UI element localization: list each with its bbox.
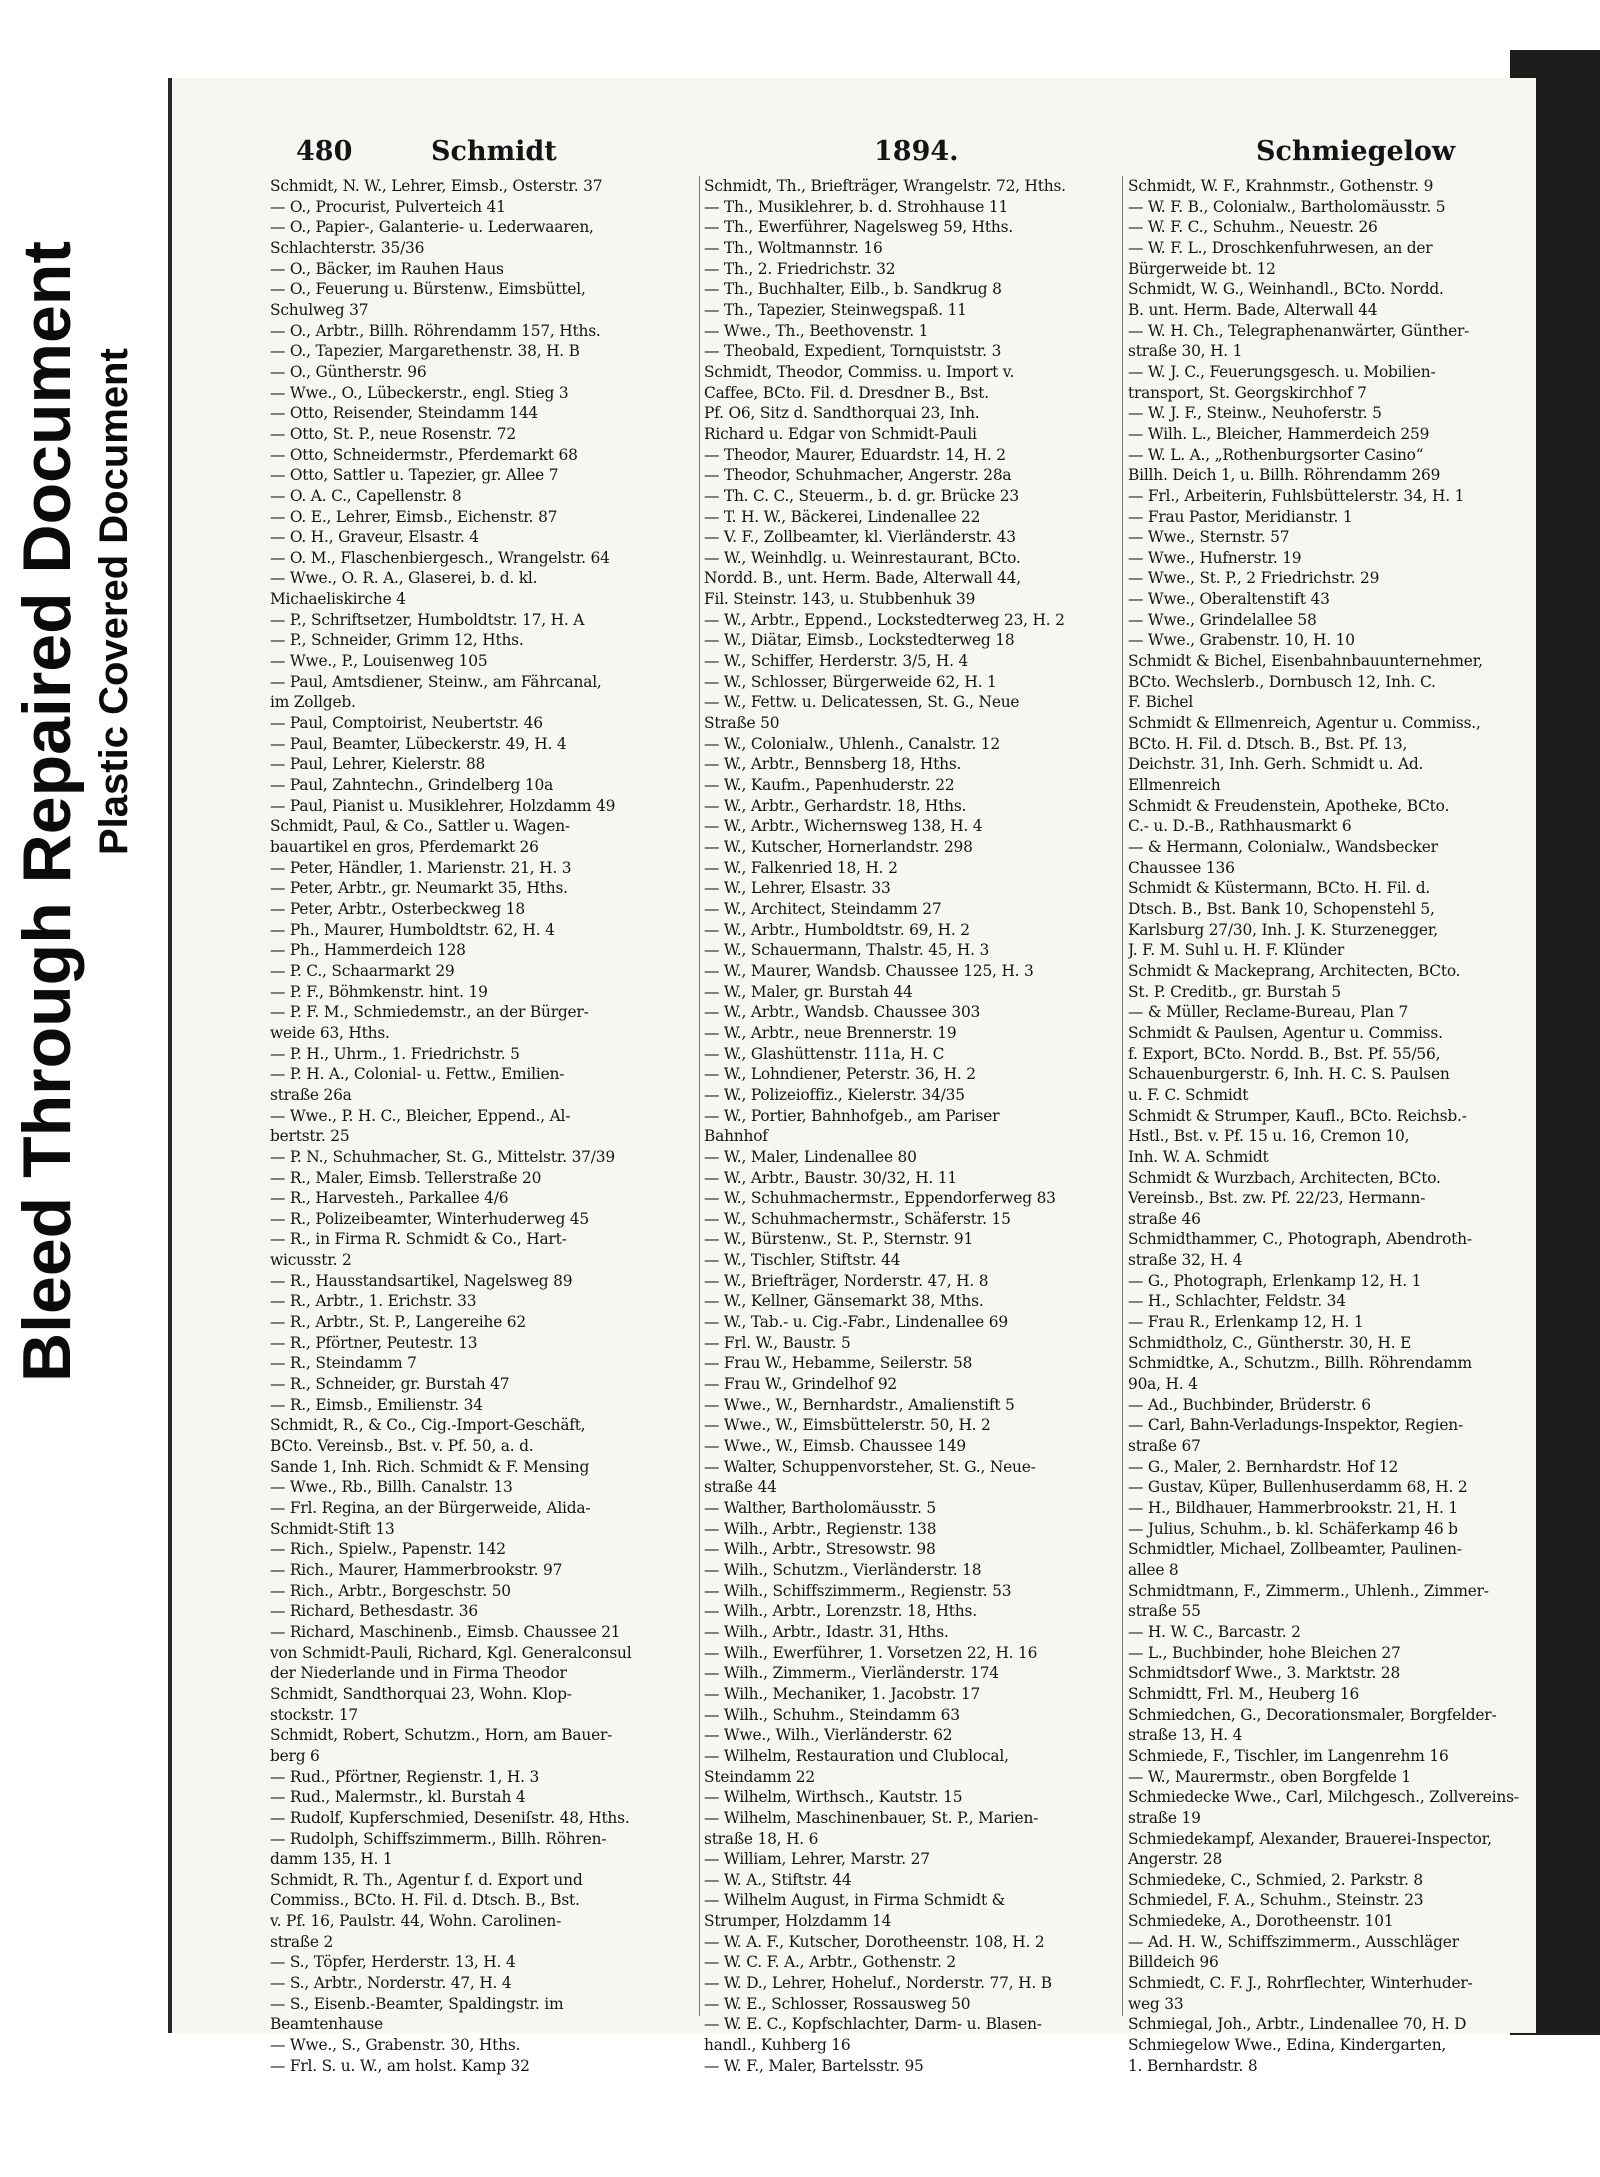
directory-entry-line: — W. F., Maler, Bartelsstr. 95 (704, 2056, 924, 2075)
directory-entry-line: f. Export, BCto. Nordd. B., Bst. Pf. 55/56, (1128, 1044, 1441, 1063)
directory-entry-line: Schmidt & Strumper, Kaufl., BCto. Reichsb.- (1128, 1106, 1467, 1125)
directory-entry-line: — Th., 2. Friedrichstr. 32 (704, 259, 896, 278)
directory-entry-line: — W., Schlosser, Bürgerweide 62, H. 1 (704, 672, 997, 691)
directory-entry-line: straße 26a (270, 1085, 352, 1104)
directory-entry-line: Nordd. B., unt. Herm. Bade, Alterwall 44, (704, 569, 1021, 588)
directory-entry-line: — Wilh., Schiffszimmerm., Regienstr. 53 (704, 1581, 1012, 1600)
directory-entry-line: — O. A. C., Capellenstr. 8 (270, 486, 462, 505)
directory-entry-line: Schmidt & Bichel, Eisenbahnbauunternehmer, (1128, 652, 1483, 671)
directory-entry-line: im Zollgeb. (270, 693, 356, 712)
directory-entry-line: — Wwe., Grabenstr. 10, H. 10 (1128, 631, 1355, 650)
directory-entry-line: bauartikel en gros, Pferdemarkt 26 (270, 838, 539, 856)
directory-entry-line: — W. J. F., Steinw., Neuhoferstr. 5 (1128, 404, 1382, 423)
directory-entry-line: — Wwe., St. P., 2 Friedrichstr. 29 (1128, 569, 1380, 588)
directory-entry-line: — Richard, Maschinenb., Eimsb. Chaussee 21 (270, 1622, 621, 1641)
directory-entry-line: — Frau W., Hebamme, Seilerstr. 58 (704, 1354, 973, 1373)
directory-entry-line: — Th., Musiklehrer, b. d. Strohhause 11 (704, 197, 1009, 216)
directory-entry-line: straße 44 (704, 1478, 777, 1497)
directory-entry-line: — Theobald, Expedient, Tornquiststr. 3 (704, 342, 1002, 361)
directory-entry-line: — Ph., Hammerdeich 128 (270, 941, 466, 960)
directory-entry-line: Schmiedel, F. A., Schuhm., Steinstr. 23 (1128, 1891, 1424, 1910)
directory-entry-line: Schmidt, Theodor, Commiss. u. Import v. (704, 362, 1015, 381)
directory-entry-line: — W., Kellner, Gänsemarkt 38, Mths. (704, 1292, 984, 1311)
year-title: 1894. (874, 136, 959, 167)
directory-entry-line: Strumper, Holzdamm 14 (704, 1912, 892, 1931)
directory-entry-line: Schmidt, Robert, Schutzm., Horn, am Bauer- (270, 1726, 613, 1745)
directory-entry-line: — & Müller, Reclame-Bureau, Plan 7 (1128, 1003, 1409, 1022)
directory-entry-line: — Peter, Arbtr., gr. Neumarkt 35, Hths. (270, 879, 568, 898)
directory-entry-line: — R., Steindamm 7 (270, 1354, 417, 1373)
directory-entry-line: Schmiedeke, C., Schmied, 2. Parkstr. 8 (1128, 1870, 1423, 1889)
directory-entry-line: Bürgerweide bt. 12 (1128, 259, 1276, 278)
directory-entry-line: — R., in Firma R. Schmidt & Co., Hart- (270, 1230, 567, 1249)
directory-entry-line: — Rudolf, Kupferschmied, Deseniſstr. 48, Hths. (270, 1808, 630, 1827)
directory-entry-line: — P., Schneider, Grimm 12, Hths. (270, 631, 524, 650)
directory-entry-line: — R., Pförtner, Peutestr. 13 (270, 1333, 478, 1352)
directory-entry-line: — Peter, Händler, 1. Marienstr. 21, H. 3 (270, 858, 572, 877)
directory-entry-line: weide 63, Hths. (270, 1023, 390, 1042)
directory-entry-line: — Wilh., Mechaniker, 1. Jacobstr. 17 (704, 1684, 981, 1703)
directory-entry-line: — Wwe., P., Louisenweg 105 (270, 652, 488, 671)
directory-entry-line: weg 33 (1128, 1994, 1184, 2013)
directory-entry-line: — O., Procurist, Pulverteich 41 (270, 197, 506, 216)
directory-entry-line: Schmiedecke Wwe., Carl, Milchgesch., Zollvereins- (1128, 1788, 1519, 1807)
directory-entry-line: — Wwe., W., Eimsb. Chaussee 149 (704, 1437, 967, 1456)
directory-entry-line: — Rud., Pförtner, Regienstr. 1, H. 3 (270, 1767, 540, 1786)
directory-entry-line: — W., Kaufm., Papenhuderstr. 22 (704, 776, 955, 795)
directory-entry-line: — Rich., Spielw., Papenstr. 142 (270, 1540, 506, 1559)
column-divider (1122, 176, 1123, 2016)
directory-entry-line: BCto. H. Fil. d. Dtsch. B., Bst. Pf. 13, (1128, 734, 1408, 753)
directory-entry-line: — S., Arbtr., Norderstr. 47, H. 4 (270, 1974, 512, 1993)
directory-entry-line: Angerstr. 28 (1128, 1850, 1223, 1869)
directory-entry-line: — W., Maurer, Wandsb. Chaussee 125, H. 3 (704, 961, 1034, 980)
directory-entry-line: Beamtenhause (270, 2015, 383, 2034)
directory-entry-line: Schmiedchen, G., Decorationsmaler, Borgfelder- (1128, 1705, 1497, 1724)
directory-entry-line: Schmidt, Th., Briefträger, Wrangelstr. 72, Hths. (704, 177, 1066, 195)
directory-entry-line: — Frau R., Erlenkamp 12, H. 1 (1128, 1313, 1364, 1332)
directory-entry-line: — O., Tapezier, Margarethenstr. 38, H. B (270, 342, 580, 361)
directory-entry-line: — W., Arbtr., Eppend., Lockstedterweg 23, H. 2 (704, 610, 1065, 629)
directory-entry-line: — O. H., Graveur, Elsastr. 4 (270, 528, 479, 547)
directory-entry-line: — O., Arbtr., Billh. Röhrendamm 157, Hths. (270, 321, 601, 340)
directory-entry-line: — Th., Tapezier, Steinwegspaß. 11 (704, 300, 967, 319)
directory-entry-line: — Wwe., P. H. C., Bleicher, Eppend., Al- (270, 1106, 571, 1125)
directory-entry-line: transport, St. Georgskirchhof 7 (1128, 383, 1367, 402)
directory-entry-line: — S., Eisenb.-Beamter, Spaldingstr. im (270, 1994, 564, 2013)
directory-entry-line: Schmiedeke, A., Dorotheenstr. 101 (1128, 1912, 1394, 1931)
directory-entry-line: — V. F., Zollbeamter, kl. Vierländerstr. 43 (704, 528, 1016, 547)
directory-entry-line: — Wilh., Schuhm., Steindamm 63 (704, 1705, 960, 1724)
directory-entry-line: — Th. C. C., Steuerm., b. d. gr. Brücke 23 (704, 486, 1019, 505)
directory-entry-line: St. P. Creditb., gr. Burstah 5 (1128, 982, 1341, 1001)
directory-entry-line: allee 8 (1128, 1560, 1179, 1579)
directory-entry-line: — Theodor, Schuhmacher, Angerstr. 28a (704, 466, 1012, 485)
directory-entry-line: — Wilh., Schutzm., Vierländerstr. 18 (704, 1560, 982, 1579)
directory-entry-line: Schmiegelow Wwe., Edina, Kindergarten, (1128, 2036, 1447, 2055)
directory-entry-line: — W., Maurermstr., oben Borgfelde 1 (1128, 1767, 1411, 1786)
directory-entry-line: — W. A., Stiftstr. 44 (704, 1870, 852, 1889)
page-header (296, 136, 1542, 172)
directory-entry-line: — Wilhelm, Wirthsch., Kautstr. 15 (704, 1788, 963, 1807)
directory-entry-line: — W., Weinhdlg. u. Weinrestaurant, BCto. (704, 548, 1021, 567)
directory-entry-line: Schmiedekampf, Alexander, Brauerei-Inspector, (1128, 1829, 1492, 1848)
directory-entry-line: Schmidt & Freudenstein, Apotheke, BCto. (1128, 796, 1450, 815)
directory-entry-line: Schauenburgerstr. 6, Inh. H. C. S. Paulsen (1128, 1065, 1450, 1084)
directory-entry-line: — O., Güntherstr. 96 (270, 362, 427, 381)
directory-entry-line: Commiss., BCto. H. Fil. d. Dtsch. B., Bst. (270, 1891, 580, 1910)
directory-column-1 (270, 176, 695, 2076)
directory-entry-line: der Niederlande und in Firma Theodor (270, 1664, 567, 1683)
directory-entry-line: 1. Bernhardstr. 8 (1128, 2056, 1258, 2075)
directory-column-3 (1128, 176, 1538, 2076)
directory-entry-line: F. Bichel (1128, 693, 1194, 712)
directory-entry-line: — W., Briefträger, Norderstr. 47, H. 8 (704, 1271, 989, 1290)
directory-entry-line: Schmidt, W. F., Krahnmstr., Gothenstr. 9 (1128, 177, 1434, 195)
directory-entry-line: — Th., Woltmannstr. 16 (704, 238, 883, 257)
directory-entry-line: — Wilh., Arbtr., Idastr. 31, Hths. (704, 1622, 949, 1641)
directory-entry-line: — H. W. C., Barcastr. 2 (1128, 1622, 1301, 1641)
directory-entry-line: — H., Schlachter, Feldstr. 34 (1128, 1292, 1346, 1311)
directory-entry-line: Sande 1, Inh. Rich. Schmidt & F. Mensing (270, 1457, 590, 1476)
directory-entry-line: — W., Arbtr., Wandsb. Chaussee 303 (704, 1003, 981, 1022)
directory-entry-line: Karlsburg 27/30, Inh. J. K. Sturzenegger, (1128, 920, 1438, 939)
directory-entry-line: BCto. Vereinsb., Bst. v. Pf. 50, a. d. (270, 1437, 534, 1456)
directory-entry-line: — W., Glashüttenstr. 111a, H. C (704, 1044, 945, 1063)
directory-entry-line: — W., Arbtr., Wichernsweg 138, H. 4 (704, 817, 983, 836)
directory-entry-line: Schmidt & Paulsen, Agentur u. Commiss. (1128, 1023, 1443, 1042)
directory-entry-line: — R., Harvestеh., Parkallee 4/6 (270, 1189, 509, 1208)
bleed-through-label: Bleed Through Repaired Document (9, 241, 85, 1382)
directory-entry-line: — W., Lehrer, Elsastr. 33 (704, 879, 891, 898)
directory-entry-line: straße 55 (1128, 1602, 1201, 1621)
directory-entry-line: Schmiedt, C. F. J., Rohrflechter, Winterhuder- (1128, 1974, 1473, 1993)
directory-entry-line: — R., Eimsb., Emilienstr. 34 (270, 1395, 483, 1414)
directory-entry-line: — Rud., Malermstr., kl. Burstah 4 (270, 1788, 526, 1807)
directory-entry-line: — Walther, Bartholomäusstr. 5 (704, 1499, 937, 1517)
page-edge (168, 78, 172, 2033)
directory-entry-line: v. Pf. 16, Paulstr. 44, Wohn. Carolinen- (270, 1912, 562, 1931)
directory-entry-line: Pf. O6, Sitz d. Sandthorquai 23, Inh. (704, 404, 980, 423)
directory-entry-line: wicusstr. 2 (270, 1251, 352, 1270)
directory-entry-line: — Wwe., W., Eimsbüttelerstr. 50, H. 2 (704, 1416, 991, 1435)
directory-entry-line: — W., Diätar, Eimsb., Lockstedterweg 18 (704, 631, 1015, 650)
directory-entry-line: u. F. C. Schmidt (1128, 1085, 1249, 1104)
directory-entry-line: straße 13, H. 4 (1128, 1726, 1243, 1745)
directory-entry-line: — W. D., Lehrer, Hoheluf., Norderstr. 77, H. B (704, 1974, 1052, 1993)
directory-entry-line: — Rich., Maurer, Hammerbrookstr. 97 (270, 1560, 563, 1579)
directory-entry-line: straße 30, H. 1 (1128, 342, 1243, 361)
directory-entry-line: — W. F. C., Schuhm., Neuestr. 26 (1128, 218, 1378, 237)
directory-entry-line: — W., Fettw. u. Delicatessen, St. G., Neue (704, 693, 1020, 712)
directory-entry-line: — Wilh. L., Bleicher, Hammerdeich 259 (1128, 424, 1430, 443)
directory-entry-line: — Gustav, Küper, Bullenhuserdamm 68, H. 2 (1128, 1478, 1468, 1497)
directory-entry-line: — Th., Ewerführer, Nagelsweg 59, Hths. (704, 218, 1013, 237)
directory-entry-line: Schmidt, R., & Co., Cig.-Import-Geschäft, (270, 1416, 586, 1435)
directory-entry-line: damm 135, H. 1 (270, 1850, 393, 1869)
directory-entry-line: — W. C. F. A., Arbtr., Gothenstr. 2 (704, 1953, 956, 1972)
directory-entry-line: — W., Falkenried 18, H. 2 (704, 858, 898, 877)
directory-entry-line: — L., Buchbinder, hohe Bleichen 27 (1128, 1643, 1401, 1662)
directory-entry-line: straße 2 (270, 1932, 334, 1951)
directory-entry-line: — W. J. C., Feuerungsgesch. u. Mobilien- (1128, 362, 1436, 381)
directory-entry-line: Schmidt & Ellmenreich, Agentur u. Commiss., (1128, 714, 1481, 733)
directory-entry-line: — Paul, Beamter, Lübeckerstr. 49, H. 4 (270, 734, 567, 753)
directory-entry-line: — W., Maler, gr. Burstah 44 (704, 982, 913, 1001)
directory-entry-line: — Wwe., O. R. A., Glaserei, b. d. kl. (270, 569, 538, 588)
directory-entry-line: Hstl., Bst. v. Pf. 15 u. 16, Cremon 10, (1128, 1127, 1410, 1146)
directory-entry-line: Schmiede, F., Tischler, im Langenrehm 16 (1128, 1746, 1449, 1765)
directory-entry-line: — P. N., Schuhmacher, St. G., Mittelstr. 37/39 (270, 1147, 615, 1166)
directory-entry-line: Schulweg 37 (270, 300, 369, 319)
directory-entry-line: — Paul, Comptoirist, Neubertstr. 46 (270, 714, 543, 733)
directory-entry-line: — W. H. Ch., Telegraphenanwärter, Günther- (1128, 321, 1470, 340)
directory-entry-line: — W., Polizeioffiz., Kielerstr. 34/35 (704, 1085, 965, 1104)
directory-entry-line: — O. E., Lehrer, Eimsb., Eichenstr. 87 (270, 507, 558, 526)
directory-entry-line: Ellmenreich (1128, 776, 1221, 795)
directory-entry-line: — Frau Pastor, Meridianstr. 1 (1128, 507, 1353, 526)
directory-entry-line: — William, Lehrer, Marstr. 27 (704, 1850, 930, 1869)
plastic-covered-label: Plastic Covered Document (92, 348, 136, 855)
directory-entry-line: — Paul, Lehrer, Kielerstr. 88 (270, 755, 486, 774)
directory-entry-line: Schmidtsdorf Wwe., 3. Marktstr. 28 (1128, 1664, 1401, 1683)
directory-entry-line: — W., Arbtr., Gerhardstr. 18, Hths. (704, 796, 967, 815)
directory-entry-line: — Paul, Amtsdiener, Steinw., am Fährcanal, (270, 672, 602, 691)
directory-entry-line: Straße 50 (704, 714, 780, 733)
directory-entry-line: — W., Architect, Steindamm 27 (704, 899, 942, 918)
directory-entry-line: — W., Arbtr., Baustr. 30/32, H. 11 (704, 1168, 957, 1187)
directory-entry-line: straße 19 (1128, 1808, 1201, 1827)
directory-entry-line: — Wwe., W., Bernhardstr., Amalienstift 5 (704, 1395, 1015, 1414)
directory-entry-line: — W., Tab.- u. Cig.-Fabr., Lindenallee 69 (704, 1313, 1008, 1332)
directory-entry-line: Caffee, BCto. Fil. d. Dresdner B., Bst. (704, 383, 989, 402)
directory-entry-line: Schmidt-Stift 13 (270, 1519, 395, 1538)
directory-entry-line: BCto. Wechslerb., Dornbusch 12, Inh. C. (1128, 672, 1436, 691)
directory-entry-line: — Wilhelm August, in Firma Schmidt & (704, 1891, 1006, 1910)
directory-entry-line: Billh. Deich 1, u. Billh. Röhrendamm 269 (1128, 466, 1441, 485)
directory-entry-line: — Wwe., Th., Beethovenstr. 1 (704, 321, 929, 340)
directory-entry-line: — P. F. M., Schmiedemstr., an der Bürger- (270, 1003, 589, 1022)
directory-entry-line: — Wilh., Arbtr., Stresowstr. 98 (704, 1540, 936, 1559)
right-running-title: Schmiegelow (1256, 136, 1456, 167)
directory-entry-line: 90a, H. 4 (1128, 1375, 1198, 1394)
directory-entry-line: — W., Arbtr., Humboldtstr. 69, H. 2 (704, 920, 970, 939)
directory-entry-line: bertstr. 25 (270, 1127, 350, 1146)
column-divider (699, 176, 700, 2016)
directory-entry-line: — W. F. L., Droschkenfuhrwesen, an der (1128, 238, 1433, 257)
directory-entry-line: — Th., Buchhalter, Eilb., b. Sandkrug 8 (704, 280, 1002, 299)
left-running-title: Schmidt (431, 136, 557, 167)
directory-entry-line: — Peter, Arbtr., Osterbeckweg 18 (270, 899, 525, 918)
directory-entry-line: Fil. Steinstr. 143, u. Stubbenhuk 39 (704, 590, 976, 609)
directory-entry-line: Schmidt & Wurzbach, Architecten, BCto. (1128, 1168, 1441, 1187)
directory-entry-line: Deichstr. 31, Inh. Gerh. Schmidt u. Ad. (1128, 755, 1424, 774)
directory-entry-line: — W., Arbtr., Bennsberg 18, Hths. (704, 755, 962, 774)
directory-entry-line: Schmidtler, Michael, Zollbeamter, Paulinen- (1128, 1540, 1462, 1559)
directory-entry-line: — Wilhelm, Maschinenbauer, St. P., Marien- (704, 1808, 1039, 1827)
directory-entry-line: — Wwe., Rb., Billh. Canalstr. 13 (270, 1478, 513, 1497)
directory-entry-line: — Ad. H. W., Schiffszimmerm., Ausschläger (1128, 1932, 1459, 1951)
directory-entry-line: — Frl. Regina, an der Bürgerweide, Alida- (270, 1499, 591, 1517)
directory-entry-line: — Wilh., Arbtr., Lorenzstr. 18, Hths. (704, 1602, 977, 1621)
directory-entry-line: — Rich., Arbtr., Borgeschstr. 50 (270, 1581, 511, 1600)
directory-entry-line: — Frau W., Grindelhof 92 (704, 1375, 898, 1394)
directory-entry-line: straße 67 (1128, 1437, 1201, 1456)
directory-entry-line: — P., Schriftsetzer, Humboldtstr. 17, H. A (270, 610, 585, 629)
directory-entry-line: — W., Colonialw., Uhlenh., Canalstr. 12 (704, 734, 1000, 753)
directory-entry-line: — Wwe., Oberaltenstift 43 (1128, 590, 1330, 609)
directory-entry-line: — W., Kutscher, Hornerlandstr. 298 (704, 838, 973, 856)
directory-entry-line: Schmidtke, A., Schutzm., Billh. Röhrendamm (1128, 1354, 1472, 1373)
directory-entry-line: — Rudolph, Schiffszimmerm., Billh. Röhren- (270, 1829, 607, 1848)
directory-entry-line: berg 6 (270, 1746, 320, 1765)
directory-entry-line: — W., Schiffer, Herderstr. 3/5, H. 4 (704, 652, 969, 671)
directory-entry-line: Chaussee 136 (1128, 858, 1235, 877)
directory-entry-line: Schmidt, Sandthorquai 23, Wohn. Klop- (270, 1684, 572, 1703)
directory-entry-line: Schmiegal, Joh., Arbtr., Lindenallee 70, H. D (1128, 2015, 1467, 2034)
directory-entry-line: — Julius, Schuhm., b. kl. Schäferkamp 46 b (1128, 1519, 1458, 1538)
directory-entry-line: — Wwe., Grindelallee 58 (1128, 610, 1317, 629)
directory-entry-line: Billdeich 96 (1128, 1953, 1219, 1972)
directory-entry-line: Schmidt, W. G., Weinhandl., BCto. Nordd. (1128, 280, 1444, 299)
directory-entry-line: — Paul, Zahntechn., Grindelberg 10a (270, 776, 554, 795)
directory-entry-line: — Ad., Buchbinder, Brüderstr. 6 (1128, 1395, 1371, 1414)
directory-entry-line: — H., Bildhauer, Hammerbrookstr. 21, H. 1 (1128, 1499, 1458, 1517)
page-number: 480 (296, 136, 353, 167)
directory-entry-line: Schmidt & Mackeprang, Architecten, BCto. (1128, 961, 1461, 980)
directory-entry-line: — W. A. F., Kutscher, Dorotheenstr. 108, H. 2 (704, 1932, 1045, 1951)
directory-entry-line: — W., Lohndiener, Peterstr. 36, H. 2 (704, 1065, 976, 1084)
directory-entry-line: — Theodor, Maurer, Eduardstr. 14, H. 2 (704, 445, 1006, 464)
directory-entry-line: B. unt. Herm. Bade, Alterwall 44 (1128, 300, 1378, 319)
directory-entry-line: — Wwe., Hufnerstr. 19 (1128, 548, 1302, 567)
directory-entry-line: — P. H. A., Colonial- u. Fettw., Emilien- (270, 1065, 565, 1084)
directory-entry-line: Dtsch. B., Bst. Bank 10, Schopenstehl 5, (1128, 899, 1435, 918)
directory-entry-line: — Otto, Reisender, Steindamm 144 (270, 404, 539, 423)
directory-entry-line: von Schmidt-Pauli, Richard, Kgl. Generalconsul (270, 1643, 632, 1662)
directory-entry-line: — O., Feuerung u. Bürstenw., Eimsbüttel, (270, 280, 586, 299)
directory-entry-line: — R., Hausstandsartikel, Nagelsweg 89 (270, 1271, 573, 1290)
directory-entry-line: — O., Papier-, Galanterie- u. Lederwaaren, (270, 218, 594, 237)
directory-entry-line: — O., Bäcker, im Rauhen Haus (270, 259, 504, 278)
directory-entry-line: — P. F., Böhmkenstr. hint. 19 (270, 982, 488, 1001)
directory-entry-line: — Wwe., Wilh., Vierländerstr. 62 (704, 1726, 953, 1745)
directory-entry-line: — Frl., Arbeiterin, Fuhlsbüttelerstr. 34, H. 1 (1128, 486, 1465, 505)
directory-entry-line: Schmidt, Paul, & Co., Sattler u. Wagen- (270, 817, 570, 836)
directory-entry-line: — W., Schuhmachermstr., Eppendorferweg 83 (704, 1189, 1056, 1208)
directory-entry-line: straße 32, H. 4 (1128, 1251, 1243, 1270)
directory-entry-line: — Wilhelm, Restauration und Clublocal, (704, 1746, 1009, 1765)
directory-entry-line: Schlachterstr. 35/36 (270, 238, 425, 257)
directory-entry-line: — Ph., Maurer, Humboldtstr. 62, H. 4 (270, 920, 555, 939)
directory-entry-line: — Walter, Schuppenvorsteher, St. G., Neue- (704, 1457, 1036, 1476)
directory-entry-line: — W., Tischler, Stiftstr. 44 (704, 1251, 901, 1270)
directory-entry-line: — Wwe., O., Lübeckerstr., engl. Stieg 3 (270, 383, 569, 402)
directory-entry-line: — W., Arbtr., neue Brennerstr. 19 (704, 1023, 957, 1042)
directory-entry-line: — W., Portier, Bahnhofgeb., am Pariser (704, 1106, 1000, 1125)
directory-entry-line: straße 18, H. 6 (704, 1829, 819, 1848)
directory-entry-line: Schmidtt, Frl. M., Heuberg 16 (1128, 1684, 1360, 1703)
directory-entry-line: — W. E., Schlosser, Rossausweg 50 (704, 1994, 971, 2013)
directory-entry-line: — R., Arbtr., St. P., Langereihe 62 (270, 1313, 526, 1332)
directory-entry-line: Steindamm 22 (704, 1767, 815, 1786)
directory-entry-line: — G., Maler, 2. Bernhardstr. Hof 12 (1128, 1457, 1399, 1476)
directory-entry-line: — Carl, Bahn-Verladungs-Inspektor, Regien- (1128, 1416, 1463, 1435)
directory-entry-line: — P. H., Uhrm., 1. Friedrichstr. 5 (270, 1044, 520, 1063)
directory-entry-line: Michaeliskirche 4 (270, 590, 406, 609)
directory-entry-line: Schmidtholz, C., Güntherstr. 30, H. E (1128, 1333, 1412, 1352)
directory-column-2 (704, 176, 1116, 2076)
directory-entry-line: — R., Arbtr., 1. Erichstr. 33 (270, 1292, 477, 1311)
directory-entry-line: handl., Kuhberg 16 (704, 2036, 851, 2055)
directory-entry-line: straße 46 (1128, 1209, 1201, 1228)
directory-entry-line: — Wwe., S., Grabenstr. 30, Hths. (270, 2036, 521, 2055)
directory-entry-line: — T. H. W., Bäckerei, Lindenallee 22 (704, 507, 981, 526)
directory-entry-line: Schmidt & Küstermann, BCto. H. Fil. d. (1128, 879, 1431, 898)
directory-entry-line: — S., Töpfer, Herderstr. 13, H. 4 (270, 1953, 516, 1972)
directory-entry-line: — W. E. C., Kopfschlachter, Darm- u. Blasen- (704, 2015, 1042, 2034)
directory-entry-line: Schmidtmann, F., Zimmerm., Uhlenh., Zimmer- (1128, 1581, 1489, 1600)
directory-entry-line: stockstr. 17 (270, 1705, 359, 1724)
directory-entry-line: — Otto, Sattler u. Tapezier, gr. Allee 7 (270, 466, 559, 485)
directory-entry-line: Richard u. Edgar von Schmidt-Pauli (704, 424, 977, 443)
directory-entry-line: Bahnhof (704, 1127, 768, 1146)
directory-entry-line: — Wilh., Zimmerm., Vierländerstr. 174 (704, 1664, 999, 1683)
directory-entry-line: — R., Polizeibeamter, Winterhuderweg 45 (270, 1209, 589, 1228)
directory-entry-line: — R., Schneider, gr. Burstah 47 (270, 1375, 510, 1394)
directory-entry-line: — W., Bürstenw., St. P., Sternstr. 91 (704, 1230, 974, 1249)
directory-entry-line: — Otto, St. P., neue Rosenstr. 72 (270, 424, 516, 443)
directory-entry-line: — Wilh., Arbtr., Regienstr. 138 (704, 1519, 937, 1538)
directory-entry-line: — Frl. S. u. W., am holst. Kamp 32 (270, 2056, 530, 2075)
directory-entry-line: Schmidt, R. Th., Agentur f. d. Export und (270, 1870, 583, 1889)
directory-entry-line: J. F. M. Suhl u. H. F. Klünder (1128, 941, 1345, 960)
directory-entry-line: — W., Schuhmachermstr., Schäferstr. 15 (704, 1209, 1011, 1228)
directory-entry-line: Inh. W. A. Schmidt (1128, 1147, 1269, 1166)
directory-entry-line: — P. C., Schaarmarkt 29 (270, 961, 455, 980)
directory-entry-line: C.- u. D.-B., Rathhausmarkt 6 (1128, 817, 1352, 836)
directory-entry-line: — W., Schauermann, Thalstr. 45, H. 3 (704, 941, 990, 960)
directory-entry-line: — Wilh., Ewerführer, 1. Vorsetzen 22, H. 16 (704, 1643, 1038, 1662)
directory-entry-line: — Otto, Schneidermstr., Pferdemarkt 68 (270, 445, 578, 464)
directory-entry-line: — Wwe., Sternstr. 57 (1128, 528, 1290, 547)
directory-entry-line: Vereinsb., Bst. zw. Pf. 22/23, Hermann- (1128, 1189, 1426, 1208)
directory-entry-line: — Paul, Pianist u. Musiklehrer, Holzdamm 49 (270, 796, 616, 815)
directory-entry-line: — W., Maler, Lindenallee 80 (704, 1147, 917, 1166)
directory-entry-line: Schmidt, N. W., Lehrer, Eimsb., Osterstr. 37 (270, 177, 603, 195)
directory-entry-line: — W. F. B., Colonialw., Bartholomäusstr. 5 (1128, 197, 1446, 216)
directory-entry-line: Schmidthammer, C., Photograph, Abendroth- (1128, 1230, 1472, 1249)
directory-entry-line: — O. M., Flaschenbiergesch., Wrangelstr. 64 (270, 548, 610, 567)
directory-entry-line: — R., Maler, Eimsb. Tellerstraße 20 (270, 1168, 542, 1187)
directory-entry-line: — G., Photograph, Erlenkamp 12, H. 1 (1128, 1271, 1422, 1290)
directory-entry-line: — Frl. W., Baustr. 5 (704, 1333, 851, 1352)
directory-entry-line: — & Hermann, Colonialw., Wandsbecker (1128, 838, 1438, 856)
directory-entry-line: — W. L. A., „Rothenburgsorter Casino“ (1128, 445, 1424, 464)
directory-entry-line: — Richard, Bethesdastr. 36 (270, 1602, 478, 1621)
